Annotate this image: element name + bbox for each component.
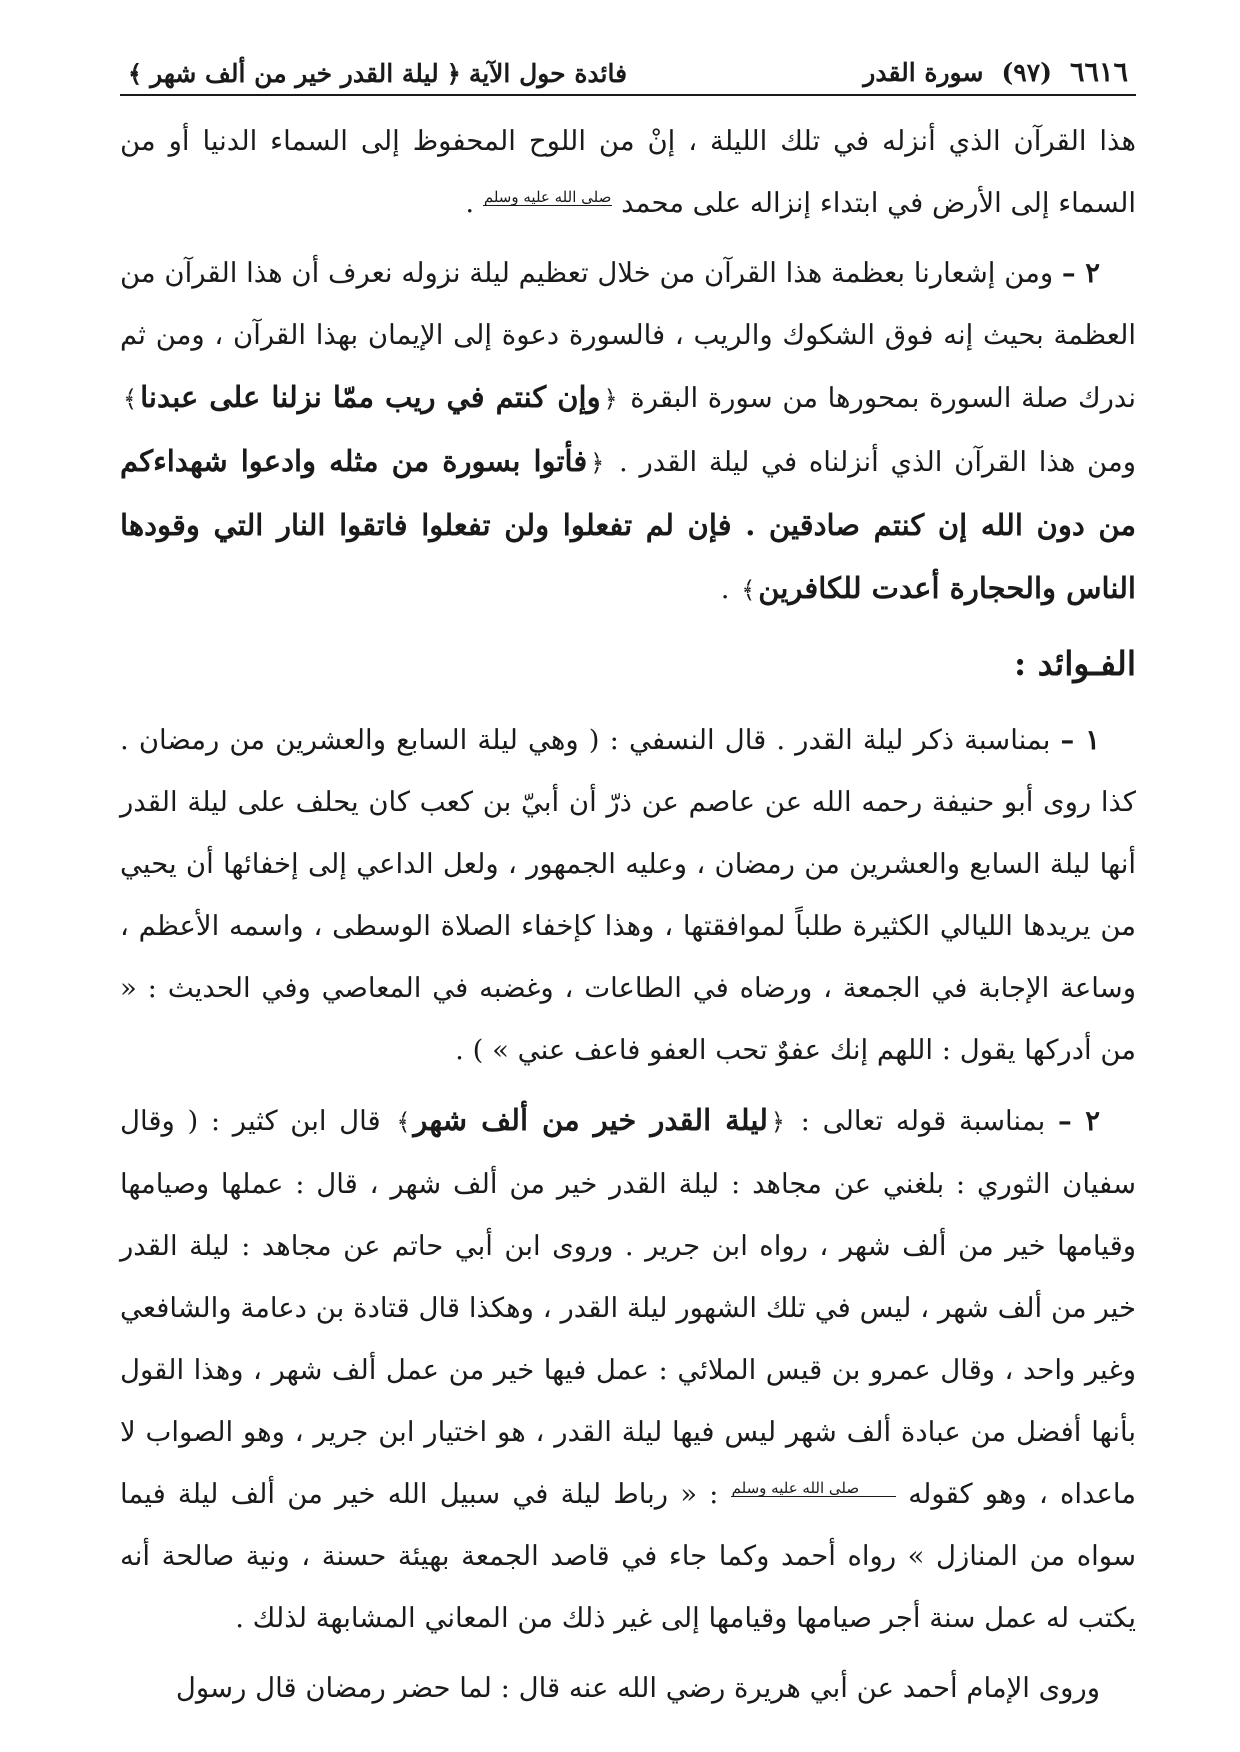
point-2-number: ٢ –: [1061, 257, 1100, 289]
point-2-end: .: [720, 573, 739, 605]
section-title-benefits: الفـوائد :: [1014, 644, 1136, 683]
quran-bracket-close: ﴾: [741, 576, 756, 604]
benefit-2-text-a: بمناسبة قوله تعالى :: [800, 1105, 1046, 1137]
intro-end: .: [465, 187, 483, 219]
page-number: ٦٦١٦: [1069, 57, 1128, 88]
verse-quote-2: فأتوا بسورة من مثله وادعوا شهداءكم من دون الله إن كنتم صادقين . فإن لم تفعلوا ولن تفعلوا فاتقوا النار التي وقودها الناس والحجارة أعدت للكافرين: [120, 444, 1137, 605]
point-2-text-a: ومن إشعارنا بعظمة هذا القرآن من خلال تعظيم ليلة نزوله نعرف أن هذا القرآن من العظمة بحيث إنه فوق الشكوك والريب ، فالسورة دعوة إلى الإيمان بهذا القرآن ، ومن ثم ندرك صلة السورة بمحورها من سورة البقرة: [120, 257, 1136, 414]
intro-text: هذا القرآن الذي أنزله في تلك الليلة ، إنْ من اللوح المحفوظ إلى السماء الدنيا أو من السماء إلى الأرض في ابتداء إنزاله على محمد: [120, 125, 1136, 219]
paragraph-point-2: [120, 242, 1136, 621]
pbuh-symbol: صلى الله عليه وسلم: [483, 187, 612, 206]
point-2-text-b: ومن هذا القرآن الذي أنزلناه في ليلة القدر .: [619, 446, 1136, 478]
benefit-2-text-b: قال ابن كثير : ( وقال سفيان الثوري : بلغني عن مجاهد : ليلة القدر خير من ألف شهر ، قال : عملها وصيامها وقيامها خير من ألف شهر ، رواه ابن جرير . وروى ابن أبي حاتم عن مجاهد : ليلة القدر خير من ألف شهر ، ليس في تلك الشهور ليلة القدر ، وهكذا قال قتادة بن دعامة والشافعي وغير واحد ، وقال عمرو بن قيس الملائي : عمل فيها خير من عمل ألف شهر ، وهذا القول بأنها أفضل من عبادة ألف شهر ليس فيها ليلة القدر ، هو اختيار ابن جرير ، وهو الصواب لا ماعداه ، وهو كقوله: [120, 1105, 1136, 1510]
benefit-1-number: ١ –: [1060, 724, 1101, 756]
paragraph-benefit-2: [120, 1089, 1136, 1649]
paragraph-benefit-1: [120, 709, 1136, 1081]
pbuh-symbol: صلى الله عليه وسلم: [731, 1481, 897, 1497]
benefit-1-text: بمناسبة ذكر ليلة القدر . قال النسفي : ( وهي ليلة السابع والعشرين من رمضان . كذا روى أبو حنيفة رحمه الله عن عاصم عن ذرّ أن أبيّ بن كعب كان يحلف على ليلة القدر أنها ليلة السابع والعشرين من رمضان ، وعليه الجمهور ، ولعل الداعي إلى إخفائها أن يحيي من يريدها الليالي الكثيرة طلباً لموافقتها ، وهذا كإخفاء الصلاة الوسطى ، واسمه الأعظم ، وساعة الإجابة في الجمعة ، ورضاه في الطاعات ، وغضبه في المعاصي وفي الحديث : « من أدركها يقول : اللهم إنك عفوٌ تحب العفو فاعف عني » ) .: [120, 724, 1136, 1066]
benefit-2-number: ٢ –: [1057, 1105, 1100, 1137]
header-left: [128, 59, 627, 88]
header-right: [863, 57, 1128, 88]
verse-quote-3: ليلة القدر خير من ألف شهر: [413, 1103, 768, 1137]
running-header: [120, 38, 1136, 96]
quran-bracket-close: ﴾: [396, 1108, 411, 1136]
benefit-2-text-c: : « رباط ليلة في سبيل الله خير من ألف ليلة فيما سواه من المنازل » رواه أحمد وكما جاء في قاصد الجمعة بهيئة حسنة ، ونية صالحة أنه يكتب له عمل سنة أجر صيامها وقيامها إلى غير ذلك من المعاني المشابهة لذلك .: [120, 1478, 1136, 1634]
quran-bracket-open: ﴿: [770, 1108, 785, 1136]
verse-quote-1: وإن كنتم في ريب ممّا نزلنا على عبدنا: [140, 380, 601, 414]
header-verse-title: ليلة القدر خير من ألف شهر: [150, 59, 439, 88]
quran-bracket-open: ﴿: [603, 385, 618, 413]
page-content: [120, 110, 1136, 1719]
header-topic: فائدة حول الآية: [468, 59, 628, 88]
paragraph-last: وروى الإمام أحمد عن أبي هريرة رضي الله عنه قال : لما حضر رمضان قال رسول: [175, 1672, 1100, 1704]
quran-bracket-open: ﴿: [590, 449, 605, 477]
quran-bracket-close: ﴾: [123, 385, 138, 413]
book-page: [120, 38, 1136, 1718]
quran-bracket-close: ﴾: [128, 59, 143, 88]
sura-number: (٩٧): [1001, 58, 1052, 87]
paragraph-intro: [120, 110, 1136, 234]
sura-name: سورة القدر: [863, 58, 984, 87]
quran-bracket-open: ﴿: [446, 59, 461, 88]
